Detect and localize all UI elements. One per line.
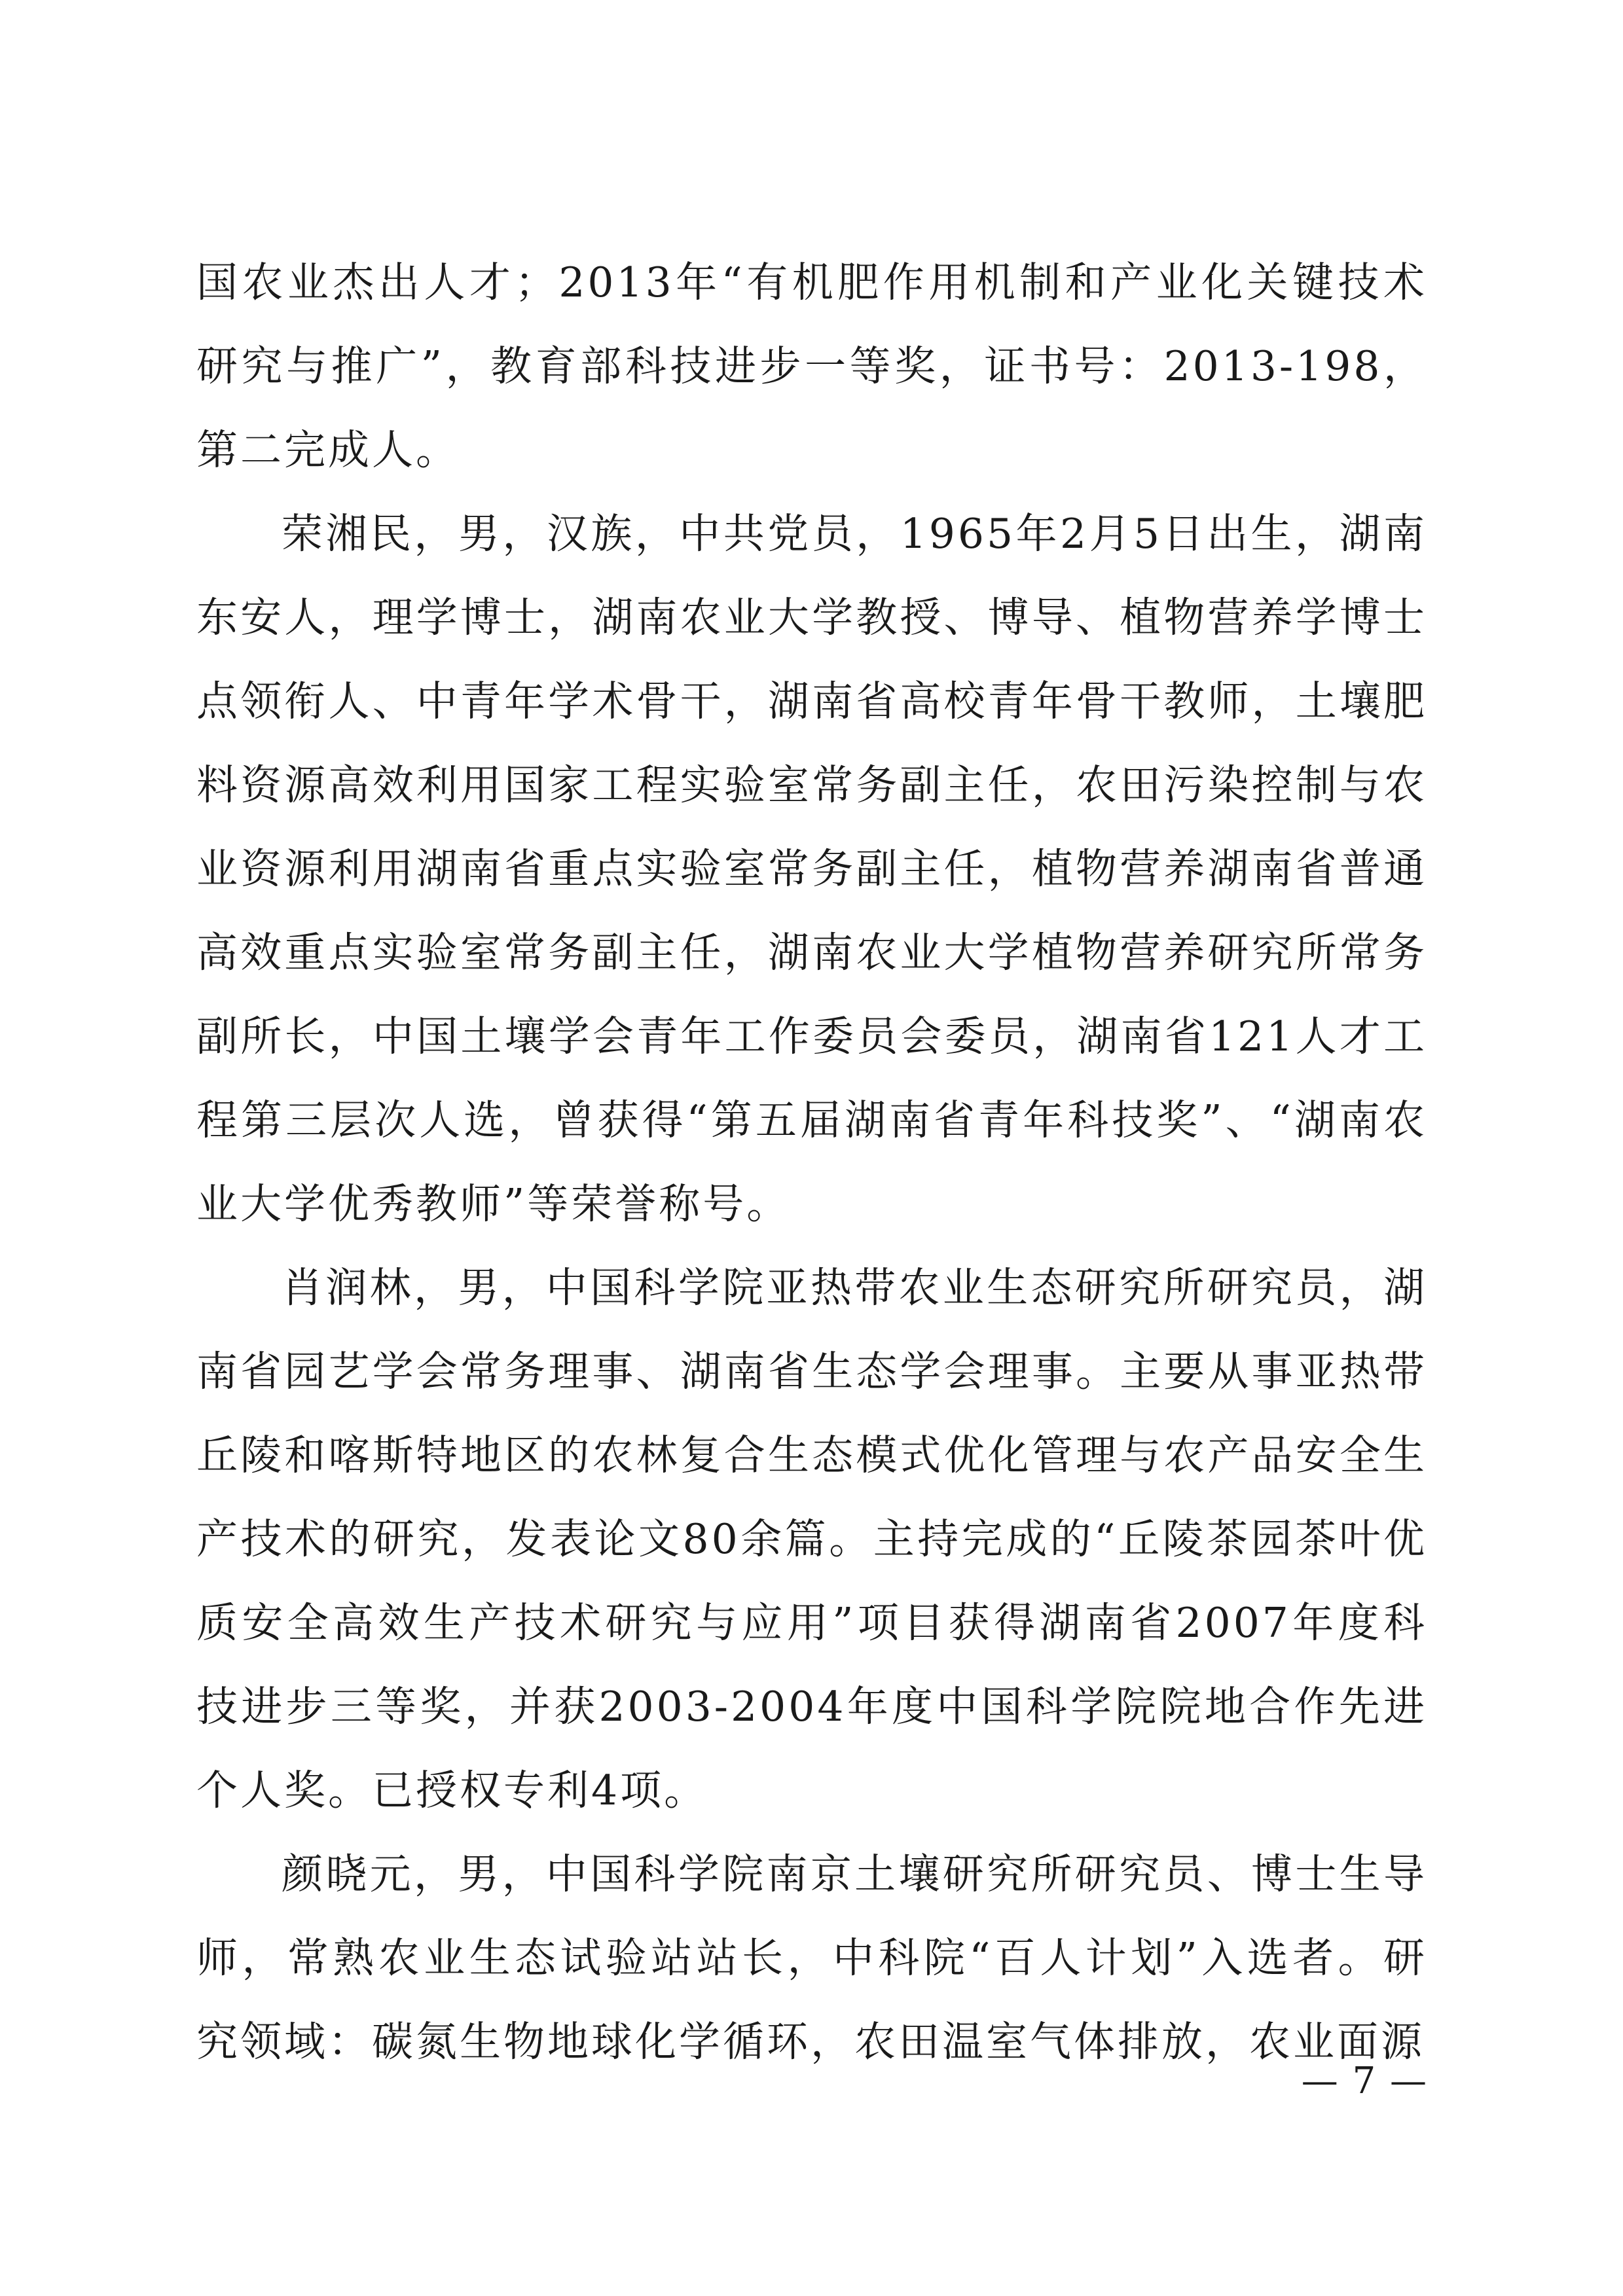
paragraph-xiao-runlin: 肖润林，男，中国科学院亚热带农业生态研究所研究员，湖南省园艺学会常务理事、湖南省生态学会理事。主要从事亚热带丘陵和喀斯特地区的农林复合生态模式优化管理与农产品安全生产技术的研究，发表论文80余篇。主持完成的“丘陵茶园茶叶优质安全高效生产技术研究与应用”项目获得湖南省2007年度科技进步三等奖，并获2003-2004年度中国科学院院地合作先进个人奖。已授权专利4项。 <box>196 1264 1427 1814</box>
page-number: — 7 — <box>1301 2060 1428 2102</box>
paragraph-continuation: 国农业杰出人才；2013年“有机肥作用机制和产业化关键技术研究与推广”，教育部科技进步一等奖，证书号：2013-198，第二完成人。 <box>196 259 1427 474</box>
paragraph-yan-xiaoyuan: 颜晓元，男，中国科学院南京土壤研究所研究员、博士生导师，常熟农业生态试验站站长，中科院“百人计划”入选者。研究领域：碳氮生物地球化学循环，农田温室气体排放，农业面源 <box>196 1850 1427 2066</box>
paragraph-rong-xiangmin: 荣湘民，男，汉族，中共党员，1965年2月5日出生，湖南东安人，理学博士，湖南农业大学教授、博导、植物营养学博士点领衔人、中青年学术骨干，湖南省高校青年骨干教师，土壤肥料资源高效利用国家工程实验室常务副主任，农田污染控制与农业资源利用湖南省重点实验室常务副主任，植物营养湖南省普通高效重点实验室常务副主任，湖南农业大学植物营养研究所常务副所长，中国土壤学会青年工作委员会委员，湖南省121人才工程第三层次人选，曾获得“第五届湖南省青年科技奖”、“湖南农业大学优秀教师”等荣誉称号。 <box>196 510 1427 1228</box>
document-body <box>196 241 1427 2084</box>
